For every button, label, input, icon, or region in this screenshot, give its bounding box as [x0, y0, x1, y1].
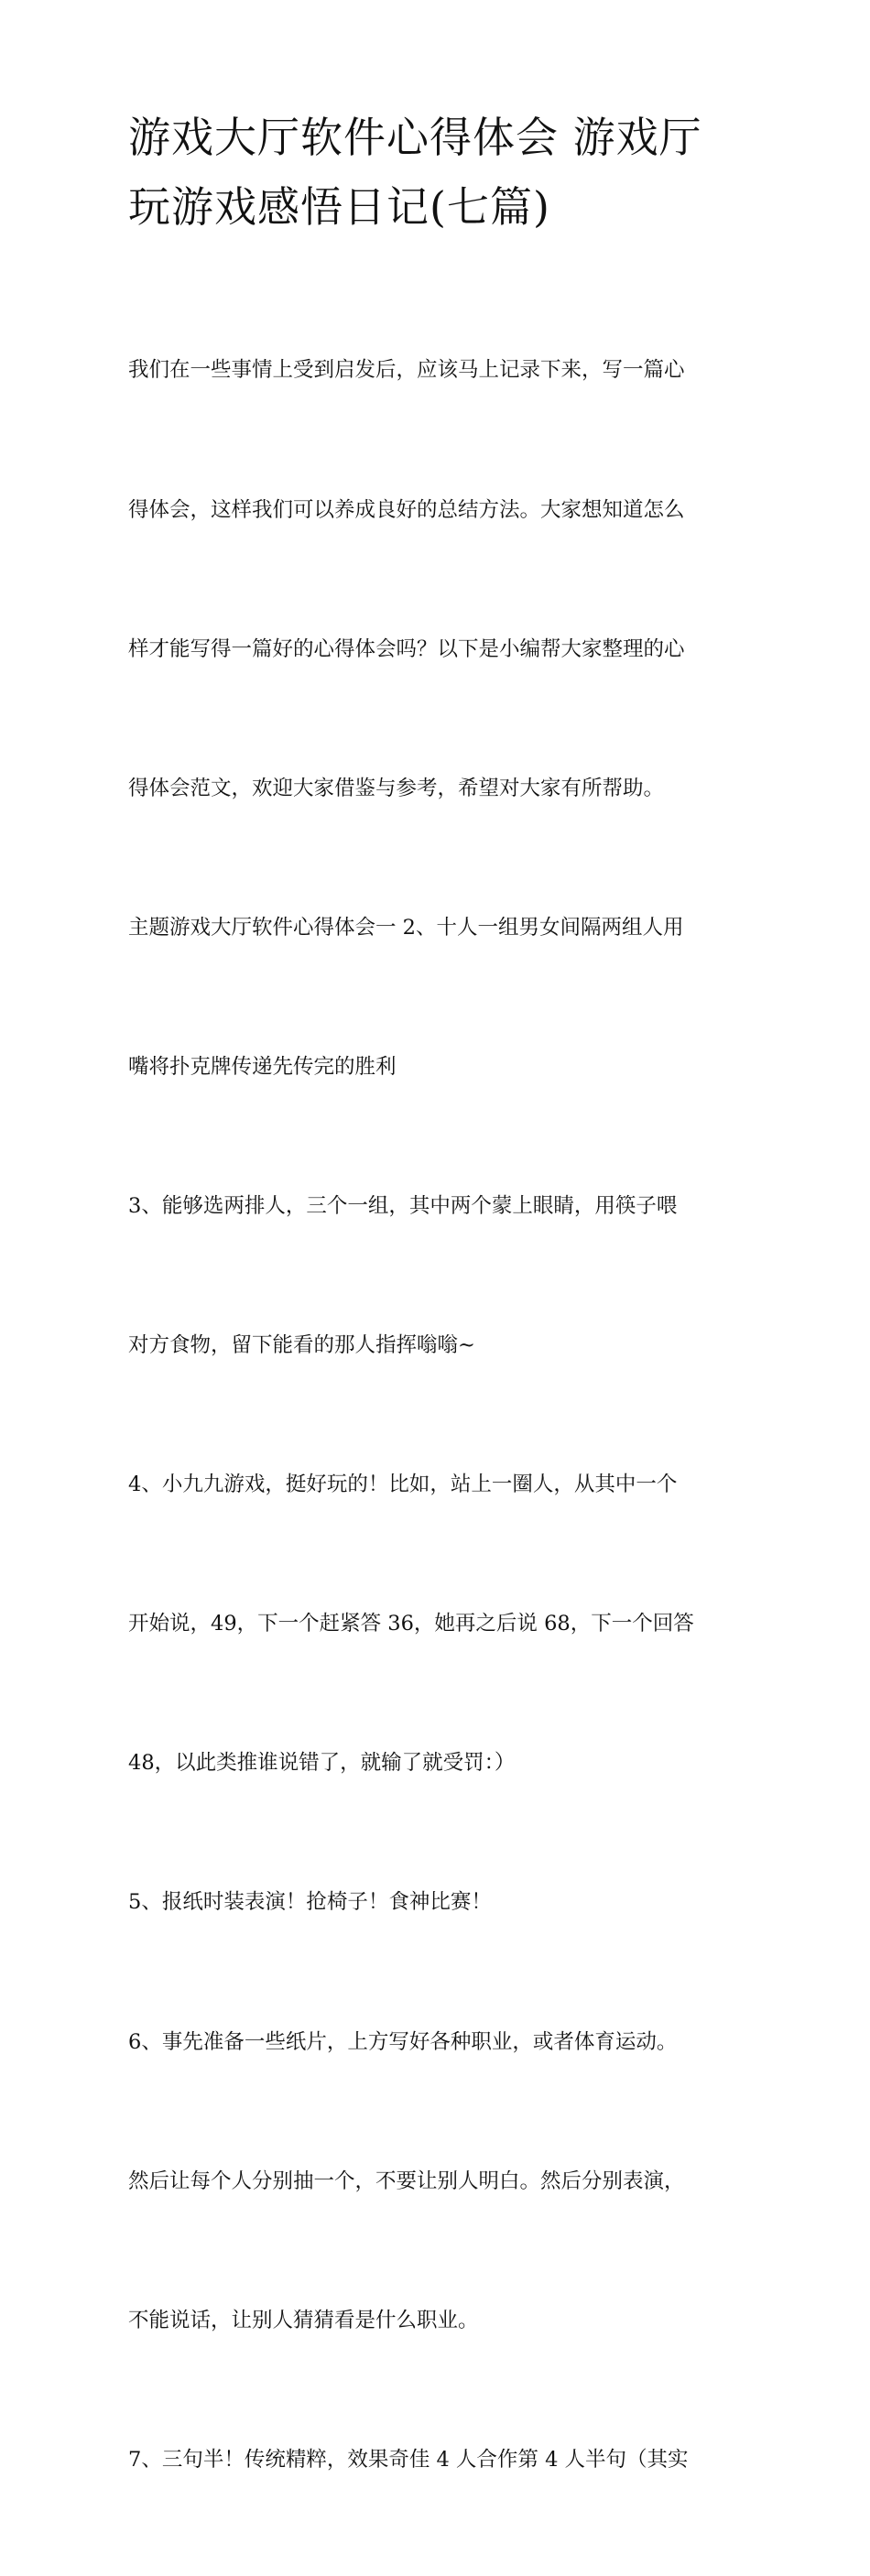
body-line: 得体会，这样我们可以养成良好的总结方法。大家想知道怎么: [128, 497, 685, 522]
title-line: 玩游戏感悟日记(七篇): [128, 182, 550, 232]
body-line: 样才能写得一篇好的心得体会吗？以下是小编帮大家整理的心: [128, 636, 685, 661]
body-line: 嘴将扑克牌传递先传完的胜利: [128, 1054, 397, 1079]
body-line: 3、能够选两排人，三个一组，其中两个蒙上眼睛，用筷子喂: [128, 1193, 678, 1218]
body-line: 开始说，49，下一个赶紧答 36，她再之后说 68，下一个回答: [128, 1612, 694, 1636]
body-line: 不能说话，让别人猜猜看是什么职业。: [128, 2308, 479, 2332]
document-title: [128, 103, 747, 242]
body-line: 然后让每个人分别抽一个，不要让别人明白。然后分别表演，: [128, 2168, 685, 2193]
body-line: 我们在一些事情上受到启发后，应该马上记录下来，写一篇心: [128, 358, 685, 383]
body-line: 48，以此类推谁说错了，就输了就受罚：）: [128, 1751, 516, 1776]
body-line: 主题游戏大厅软件心得体会一 2、十人一组男女间隔两组人用: [128, 915, 684, 940]
document-page: [128, 103, 747, 2576]
body-line: 7、三句半！传统精粹，效果奇佳 4 人合作第 4 人半句（其实: [128, 2447, 689, 2472]
body-line: 4、小九九游戏，挺好玩的！比如，站上一圈人，从其中一个: [128, 1473, 678, 1497]
title-line: 游戏大厅软件心得体会 游戏厅: [128, 113, 702, 162]
body-line: 5、报纸时装表演！抢椅子！食神比赛！: [128, 1890, 492, 1915]
body-line: 得体会范文，欢迎大家借鉴与参考，希望对大家有所帮助。: [128, 776, 665, 800]
body-line: 对方食物，留下能看的那人指挥嗡嗡~: [128, 1333, 475, 1358]
body-line: 6、事先准备一些纸片，上方写好各种职业，或者体育运动。: [128, 2029, 678, 2054]
document-body: [128, 255, 747, 2576]
